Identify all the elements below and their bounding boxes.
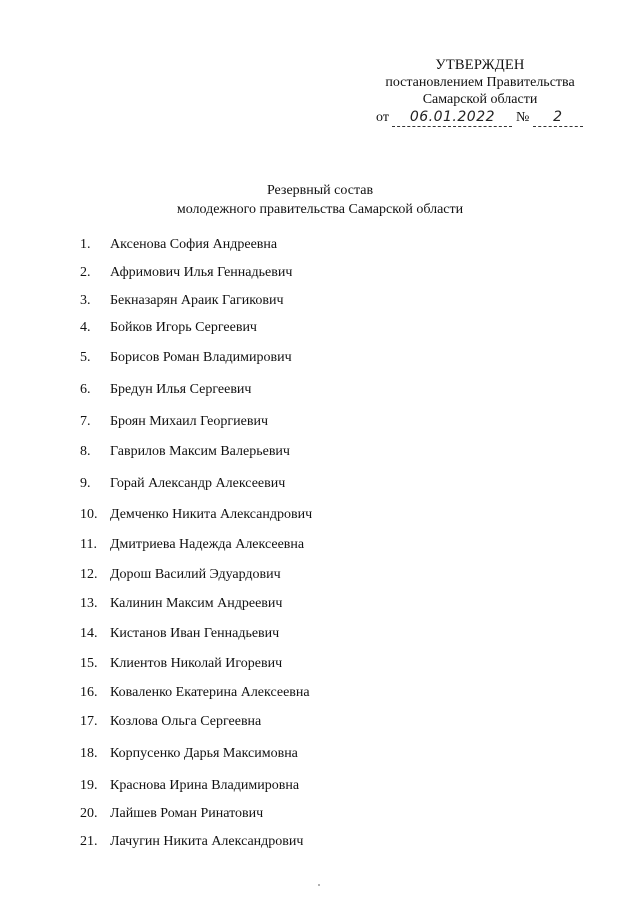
member-item — [80, 349, 292, 367]
member-name: Коваленко Екатерина Алексеевна — [110, 685, 310, 700]
approval-date-line — [376, 109, 590, 127]
member-name: Козлова Ольга Сергеевна — [110, 714, 262, 729]
member-item — [80, 264, 292, 282]
member-item — [80, 475, 285, 493]
member-item — [80, 566, 281, 584]
member-name: Краснова Ирина Владимировна — [110, 778, 300, 793]
member-number: 21. — [80, 834, 98, 849]
document-title-line-1: Резервный состав — [266, 183, 374, 198]
member-number: 7. — [80, 414, 91, 429]
approval-stamp — [370, 57, 590, 127]
member-name: Бредун Илья Сергеевич — [110, 382, 252, 397]
member-name: Лачугин Никита Александрович — [110, 834, 304, 849]
member-item — [80, 536, 304, 554]
member-name: Демченко Никита Александрович — [110, 507, 313, 522]
member-name: Афримович Илья Геннадьевич — [110, 265, 293, 280]
member-name: Горай Александр Алексеевич — [110, 476, 286, 491]
member-name: Кистанов Иван Геннадьевич — [110, 626, 280, 641]
member-number: 16. — [80, 685, 98, 700]
approval-title: УТВЕРЖДЕН — [435, 57, 525, 73]
member-name: Бекназарян Араик Гагикович — [110, 293, 284, 308]
member-item — [80, 506, 312, 524]
member-item — [80, 413, 268, 431]
member-number: 11. — [80, 537, 97, 552]
member-number: 12. — [80, 567, 98, 582]
member-number: 19. — [80, 778, 98, 793]
member-name: Аксенова София Андреевна — [110, 237, 278, 252]
member-item — [80, 319, 257, 337]
number-prefix: № — [515, 110, 530, 125]
member-number: 2. — [80, 265, 91, 280]
member-name: Дмитриева Надежда Алексеевна — [110, 537, 305, 552]
approval-issuer: постановлением Правительства — [385, 75, 575, 90]
member-item — [80, 684, 310, 702]
document-title — [0, 181, 640, 219]
member-name: Бойков Игорь Сергеевич — [110, 320, 257, 335]
scan-speck — [318, 884, 320, 886]
member-number: 4. — [80, 320, 91, 335]
member-name: Калинин Максим Андреевич — [110, 596, 283, 611]
member-name: Лайшев Роман Ринатович — [110, 806, 264, 821]
member-number: 13. — [80, 596, 98, 611]
date-prefix: от — [376, 110, 389, 125]
member-number: 20. — [80, 806, 98, 821]
member-item — [80, 236, 277, 254]
member-name: Броян Михаил Георгиевич — [110, 414, 268, 429]
member-name: Дорош Василий Эдуардович — [110, 567, 281, 582]
member-number: 17. — [80, 714, 98, 729]
member-number: 5. — [80, 350, 91, 365]
member-number: 3. — [80, 293, 91, 308]
member-number: 9. — [80, 476, 91, 491]
member-item — [80, 745, 298, 763]
member-number: 10. — [80, 507, 98, 522]
member-number: 15. — [80, 656, 98, 671]
member-name: Борисов Роман Владимирович — [110, 350, 292, 365]
member-item — [80, 625, 279, 643]
member-name: Клиентов Николай Игоревич — [110, 656, 283, 671]
document-title-line-2: молодежного правительства Самарской области — [176, 202, 464, 217]
member-item — [80, 595, 282, 613]
member-item — [80, 443, 290, 461]
approval-region: Самарской области — [422, 92, 538, 107]
member-item — [80, 292, 283, 310]
handwritten-number: 2 — [533, 109, 583, 127]
member-name: Корпусенко Дарья Максимовна — [110, 746, 298, 761]
member-item — [80, 833, 303, 851]
member-item — [80, 777, 299, 795]
member-number: 6. — [80, 382, 91, 397]
member-item — [80, 805, 263, 823]
member-item — [80, 655, 282, 673]
member-item — [80, 381, 251, 399]
handwritten-date: 06.01.2022 — [392, 109, 512, 127]
member-number: 14. — [80, 626, 98, 641]
member-name: Гаврилов Максим Валерьевич — [110, 444, 290, 459]
member-item — [80, 713, 261, 731]
member-number: 1. — [80, 237, 91, 252]
member-number: 8. — [80, 444, 91, 459]
member-number: 18. — [80, 746, 98, 761]
